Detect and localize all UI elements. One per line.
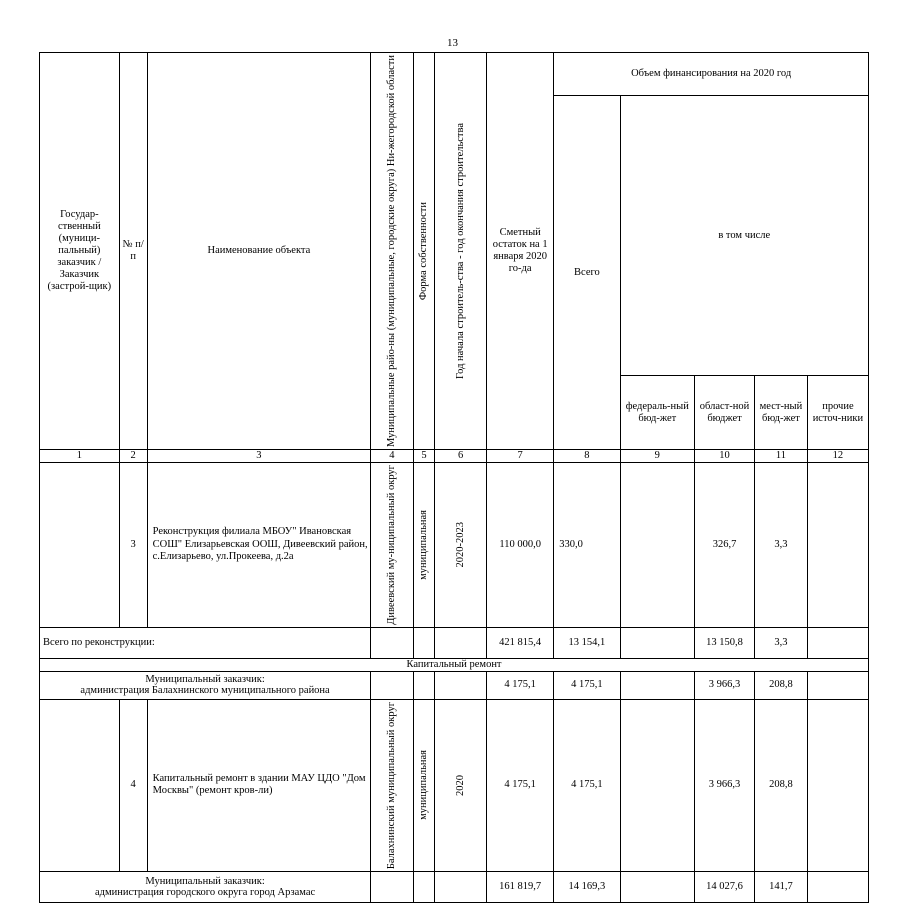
cell-total: 13 154,1 <box>554 627 620 658</box>
cell-regional: 3 966,3 <box>695 699 755 871</box>
page-number: 13 <box>447 37 458 49</box>
financing-table <box>39 52 869 903</box>
customer-arzamas <box>40 871 371 902</box>
col-number: 2 <box>119 450 147 463</box>
cell-other <box>807 699 868 871</box>
cell-empty <box>435 671 487 699</box>
cell-empty <box>435 871 487 902</box>
cell-regional: 3 966,3 <box>695 671 755 699</box>
cell-empty <box>435 627 487 658</box>
customer-balakhna <box>40 671 371 699</box>
col-number: 7 <box>487 450 554 463</box>
header-other: прочие источ-ники <box>807 376 868 450</box>
cell-other <box>807 871 868 902</box>
cell-federal <box>620 671 695 699</box>
cell-empty <box>371 871 413 902</box>
cell-empty <box>413 627 435 658</box>
cell-years: 2020 <box>435 699 487 871</box>
cell-estimate: 110 000,0 <box>487 463 554 628</box>
table-row-reconstruction-total <box>40 627 869 658</box>
header-funding: Объем финансирования на 2020 год <box>554 53 869 96</box>
col-number: 6 <box>435 450 487 463</box>
cell-empty <box>371 671 413 699</box>
cell-estimate: 161 819,7 <box>487 871 554 902</box>
cell-object-name: Реконструкция филиала МБОУ" Ивановская СОШ" Елизарьевская ООШ, Дивеевский район, с.Елизарьево, ул.Прокеева, д.2а <box>147 463 371 628</box>
customer-name: администрация городского округа город Арзамас <box>95 886 316 898</box>
cell-years: 2020-2023 <box>435 463 487 628</box>
cell-customer-empty <box>40 699 120 871</box>
cell-empty <box>413 671 435 699</box>
customer-label: Муниципальный заказчик: <box>145 875 265 887</box>
header-local: мест-ный бюд-жет <box>755 376 808 450</box>
col-number: 4 <box>371 450 413 463</box>
cell-estimate: 421 815,4 <box>487 627 554 658</box>
col-number: 11 <box>755 450 808 463</box>
customer-label: Муниципальный заказчик: <box>145 674 265 686</box>
cell-regional: 14 027,6 <box>695 871 755 902</box>
cell-estimate: 4 175,1 <box>487 671 554 699</box>
col-number: 3 <box>147 450 371 463</box>
cell-item-number: 4 <box>119 699 147 871</box>
column-numbers-row <box>40 450 869 463</box>
cell-item-number: 3 <box>119 463 147 628</box>
cell-federal <box>620 871 695 902</box>
cell-federal <box>620 699 695 871</box>
cell-local: 3,3 <box>755 627 808 658</box>
cell-empty <box>371 627 413 658</box>
section-title: Капитальный ремонт <box>40 658 869 671</box>
cell-federal <box>620 463 695 628</box>
reconstruction-total-label: Всего по реконструкции: <box>40 627 371 658</box>
cell-total: 4 175,1 <box>554 671 620 699</box>
cell-other <box>807 671 868 699</box>
cell-regional: 326,7 <box>695 463 755 628</box>
header-estimate: Сметный остаток на 1 января 2020 го-да <box>487 53 554 450</box>
header-total: Всего <box>554 96 620 450</box>
cell-federal <box>620 627 695 658</box>
cell-local: 208,8 <box>755 699 808 871</box>
cell-total: 330,0 <box>554 463 620 628</box>
cell-total: 14 169,3 <box>554 871 620 902</box>
header-name: Наименование объекта <box>147 53 371 450</box>
cell-district: Балахнинский муниципальный округ <box>371 699 413 871</box>
header-federal: федераль-ный бюд-жет <box>620 376 695 450</box>
table-row-balakhna-customer <box>40 671 869 699</box>
col-number: 9 <box>620 450 695 463</box>
header-number: № п/п <box>119 53 147 450</box>
col-number: 10 <box>695 450 755 463</box>
cell-estimate: 4 175,1 <box>487 699 554 871</box>
table-row-item-3 <box>40 463 869 628</box>
cell-ownership: муниципальная <box>413 463 435 628</box>
cell-empty <box>413 871 435 902</box>
header-customer: Государ-ственный (муници-пальный) заказчик / Заказчик (застрой-щик) <box>40 53 120 450</box>
table-row-arzamas-customer <box>40 871 869 902</box>
section-row-capital-repair <box>40 658 869 671</box>
col-number: 8 <box>554 450 620 463</box>
table-row-item-4 <box>40 699 869 871</box>
cell-object-name: Капитальный ремонт в здании МАУ ЦДО "Дом Москвы" (ремонт кров-ли) <box>147 699 371 871</box>
col-number: 12 <box>807 450 868 463</box>
cell-district: Дивеевский му-ниципальный округ <box>371 463 413 628</box>
header-years: Год начала строитель-ства - год окончания строительства <box>435 53 487 450</box>
cell-ownership: муниципальная <box>413 699 435 871</box>
cell-regional: 13 150,8 <box>695 627 755 658</box>
cell-local: 208,8 <box>755 671 808 699</box>
cell-other <box>807 463 868 628</box>
header-ownership: Форма собственности <box>413 53 435 450</box>
cell-customer-empty <box>40 463 120 628</box>
col-number: 5 <box>413 450 435 463</box>
header-regional: област-ной бюджет <box>695 376 755 450</box>
col-number: 1 <box>40 450 120 463</box>
customer-name: администрация Балахнинского муниципального района <box>80 685 330 697</box>
header-district: Муниципальные райо-ны (муниципальные, городские округа) Ни-жегородской области <box>371 53 413 450</box>
cell-other <box>807 627 868 658</box>
cell-local: 141,7 <box>755 871 808 902</box>
header-including: в том числе <box>620 96 868 376</box>
cell-local: 3,3 <box>755 463 808 628</box>
cell-total: 4 175,1 <box>554 699 620 871</box>
